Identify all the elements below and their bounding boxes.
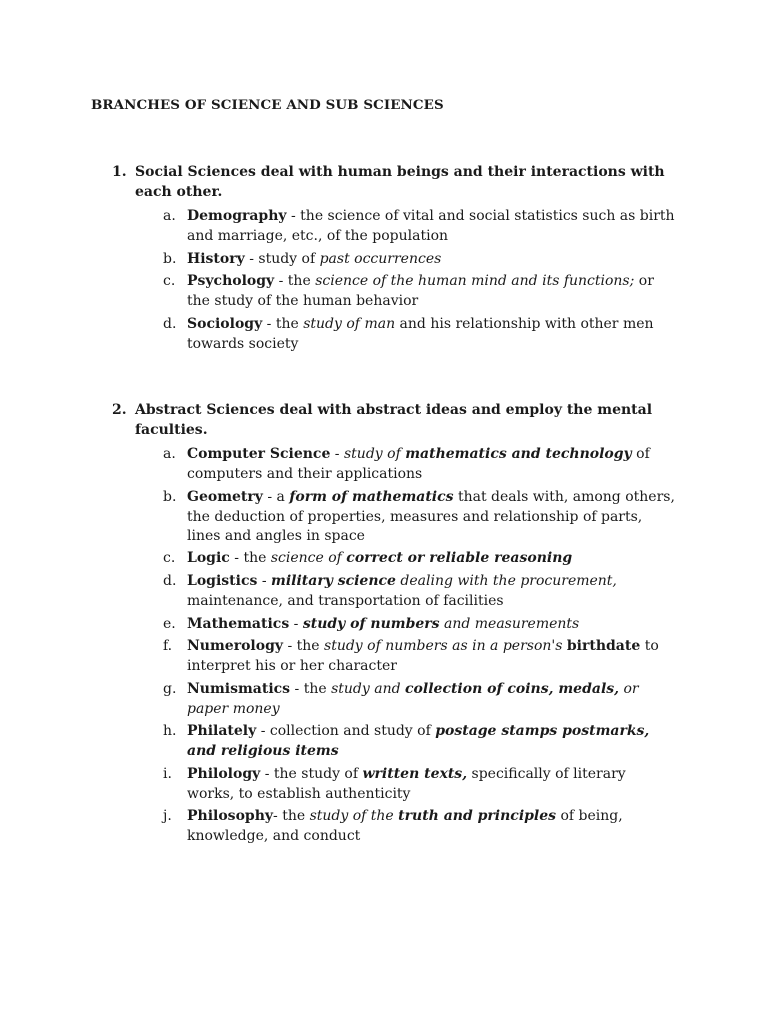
emphasis-run: truth and principles <box>398 808 557 824</box>
emphasis-run: science of the human mind and its functions; <box>315 273 635 289</box>
list-item-text <box>187 445 677 484</box>
list-item-letter: a. <box>163 208 176 224</box>
emphasis-run: study of the <box>309 808 399 824</box>
text-run: - a <box>262 489 290 505</box>
text-run: - the <box>274 273 316 289</box>
text-run: - the <box>262 316 304 332</box>
document-title: BRANCHES OF SCIENCE AND SUB SCIENCES <box>91 97 444 113</box>
emphasis-run: Psychology <box>187 273 275 289</box>
text-run: - the <box>283 638 325 654</box>
list-item-letter: g. <box>163 681 177 697</box>
list-item-letter: c. <box>163 273 176 289</box>
emphasis-run: and measurements <box>439 616 580 632</box>
text-run: specifically of literary works, to establish authenticity <box>187 766 626 802</box>
emphasis-run: Demography <box>187 208 287 224</box>
text-run: - <box>330 446 344 462</box>
list-item-letter: e. <box>163 616 176 632</box>
list-item-text <box>187 680 677 719</box>
list-item-letter: b. <box>163 251 177 267</box>
emphasis-run: study of <box>344 446 406 462</box>
text-run: - the science of vital and social statistics such as birth and marriage, etc., of the population <box>187 208 675 244</box>
list-item-letter: f. <box>163 638 173 654</box>
emphasis-run: collection of coins, medals, <box>405 681 620 697</box>
list-item-text <box>187 272 677 311</box>
section-heading: Abstract Sciences deal with abstract ideas and employ the mental faculties. <box>135 402 653 438</box>
emphasis-run: Logic <box>187 550 230 566</box>
emphasis-run: mathematics and technology <box>405 446 632 462</box>
list-item-text <box>187 315 677 354</box>
emphasis-run: form of mathematics <box>289 489 454 505</box>
emphasis-run: science of <box>270 550 347 566</box>
list-item-text <box>187 250 677 270</box>
list-item-letter: h. <box>163 723 177 739</box>
list-item-text <box>187 549 677 569</box>
list-item-text <box>187 207 677 246</box>
list-item-text <box>187 807 677 846</box>
list-item-text <box>187 722 677 761</box>
text-run: - the <box>273 808 310 824</box>
text-run: or the study of the human behavior <box>187 273 654 309</box>
emphasis-run: Philately <box>187 723 257 739</box>
emphasis-run: Philosophy <box>187 808 274 824</box>
emphasis-run: correct or reliable reasoning <box>346 550 573 566</box>
list-item-text <box>187 572 677 611</box>
emphasis-run: Numerology <box>187 638 283 654</box>
text-run: to interpret his or her character <box>187 638 659 674</box>
emphasis-run: Mathematics <box>187 616 290 632</box>
list-item-letter: j. <box>163 808 172 824</box>
emphasis-run: birthdate <box>566 638 641 654</box>
list-item-letter: i. <box>163 766 172 782</box>
emphasis-run: or paper money <box>187 681 639 717</box>
text-run: - <box>289 616 303 632</box>
emphasis-run: History <box>187 251 245 267</box>
emphasis-run: military science <box>271 573 396 589</box>
text-run: - the <box>290 681 332 697</box>
list-item-text <box>187 637 677 676</box>
text-run: - <box>257 573 272 589</box>
text-run: - study of <box>244 251 320 267</box>
section-number: 2. <box>112 402 127 418</box>
emphasis-run: written texts, <box>362 766 468 782</box>
list-item-letter: a. <box>163 446 176 462</box>
text-run: - the <box>229 550 271 566</box>
list-item-text <box>187 765 677 804</box>
text-run: - collection and study of <box>256 723 436 739</box>
text-run: and his relationship with other men towards society <box>187 316 654 352</box>
section-number: 1. <box>112 164 127 180</box>
emphasis-run: study and <box>331 681 406 697</box>
text-run: of computers and their applications <box>187 446 650 482</box>
emphasis-run: Geometry <box>187 489 263 505</box>
list-item-letter: d. <box>163 573 177 589</box>
emphasis-run: dealing with the procurement, <box>395 573 617 589</box>
emphasis-run: Logistics <box>187 573 258 589</box>
emphasis-run: Numismatics <box>187 681 291 697</box>
text-run: - the study of <box>260 766 363 782</box>
list-item-letter: b. <box>163 489 177 505</box>
section-heading: Social Sciences deal with human beings and their interactions with each other. <box>135 164 665 200</box>
text-run: maintenance, and transportation of facilities <box>187 592 504 609</box>
text-run: of being, knowledge, and conduct <box>187 808 623 844</box>
emphasis-run: Philology <box>187 766 261 782</box>
list-item-text <box>187 615 677 635</box>
emphasis-run: past occurrences <box>319 251 442 267</box>
text-run: that deals with, among others, the deduction of properties, measures and relationship of parts, lines and angles in space <box>187 489 675 544</box>
emphasis-run: study of numbers <box>302 616 440 632</box>
emphasis-run: study of numbers as in a person's <box>324 638 567 654</box>
emphasis-run: Sociology <box>187 316 263 332</box>
list-item-text <box>187 488 677 547</box>
emphasis-run: study of man <box>303 316 396 332</box>
emphasis-run: postage stamps postmarks, and religious items <box>187 723 650 759</box>
list-item-letter: d. <box>163 316 177 332</box>
list-item-letter: c. <box>163 550 176 566</box>
emphasis-run: Computer Science <box>187 446 331 462</box>
